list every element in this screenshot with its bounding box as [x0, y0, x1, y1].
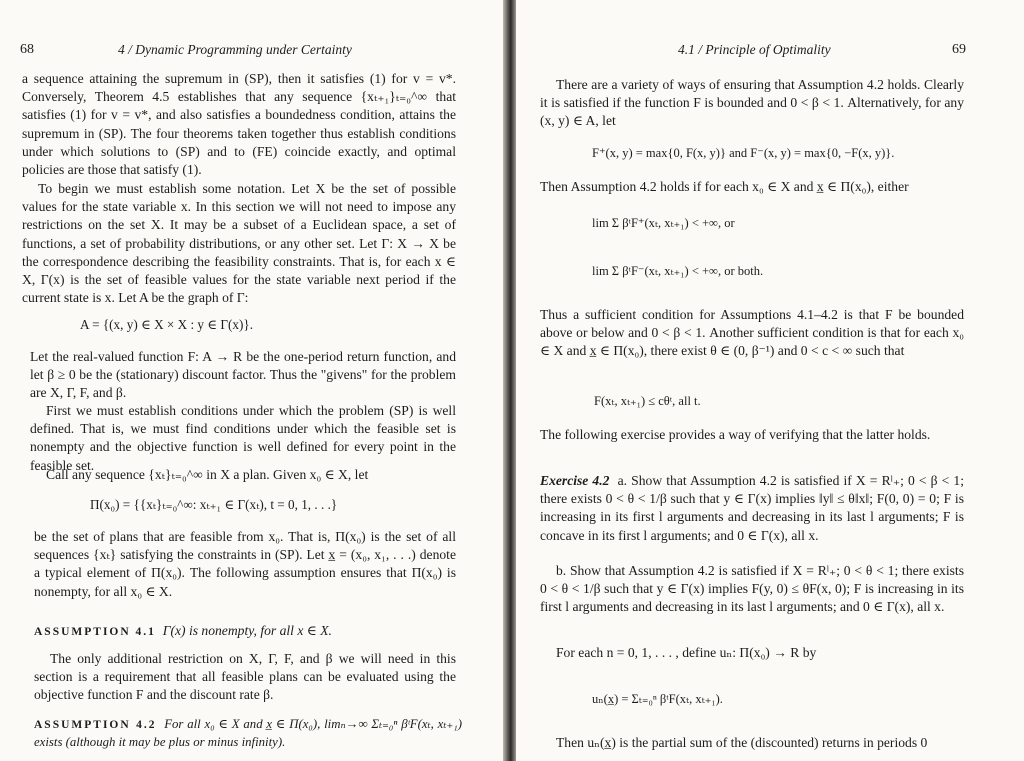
paragraph: The only additional restriction on X, Γ, F, and β we will need in this section is a requirement that all feasible plans can be evaluated using the objective function F and the discount rate β. — [34, 651, 456, 703]
assumption-4-1 — [34, 622, 456, 641]
paragraph: To begin we must establish some notation. Let X be the set of possible values for the state variable x. In this section we will not need to impose any restrictions on the set X. It may be a subset of a Euclidean space, a set of functions, a set of probability distributions, or any other set. Let Γ: X → X be the correspondence describing the feasibility constraints. That is, for each x ∈ X, Γ(x) is the set of feasible values for the state variable next period if the current state is x. Let A be the graph of Γ: — [22, 181, 456, 306]
equation-plans: Π(x₀) = {{xₜ}ₜ₌₀^∞: xₜ₊₁ ∈ Γ(xₜ), t = 0, 1, . . .} — [90, 497, 338, 512]
paragraph: Thus a sufficient condition for Assumptions 4.1–4.2 is that F be bounded above or below and 0 < β < 1. Another sufficient condition is that for each x₀ ∈ X and x̲ ∈ Π(x₀), there exist θ ∈ (0, β⁻¹) and 0 < c < ∞ such that — [540, 307, 964, 359]
assumption-label: ASSUMPTION 4.1 — [34, 626, 156, 638]
paragraph: Then uₙ(x̲) is the partial sum of the (discounted) returns in periods 0 — [556, 735, 928, 750]
equation-graph: A = {(x, y) ∈ X × X : y ∈ Γ(x)}. — [80, 317, 253, 332]
page-number: 69 — [952, 42, 966, 57]
exercise-4-2-part-a — [540, 472, 964, 545]
running-head: 4 / Dynamic Programming under Certainty — [118, 42, 352, 57]
equation-lim-plus: lim Σ βᵗF⁺(xₜ, xₜ₊₁) < +∞, or — [592, 216, 735, 230]
paragraph: The following exercise provides a way of verifying that the latter holds. — [540, 427, 931, 442]
equation-lim-minus: lim Σ βᵗF⁻(xₜ, xₜ₊₁) < +∞, or both. — [592, 264, 764, 278]
book-gutter — [503, 0, 516, 761]
paragraph: Let the real-valued function F: A → R be the one-period return function, and let β ≥ 0 be the (stationary) discount factor. Thus the "givens" for the problem are X, Γ, F, and β. — [30, 349, 456, 401]
exercise-4-2-part-b: b. Show that Assumption 4.2 is satisfied if X = Rˡ₊; 0 < θ < 1; there exists 0 < θ < 1/β such that y ∈ Γ(x) implies F(y, 0) ≤ θF(x, 0); F is increasing in its first l arguments and decreasing in its last l arguments; and 0 ∈ Γ(x), all x. — [540, 563, 964, 615]
right-page — [516, 0, 1024, 761]
assumption-text: For all x₀ ∈ X and x̲ ∈ Π(x₀), limₙ→∞ Σₜ₌₀ⁿ βᵗF(xₜ, xₜ₊₁) exists (although it may be plus or minus infinity). — [34, 717, 462, 749]
assumption-text: Γ(x) is nonempty, for all x ∈ X. — [162, 623, 332, 638]
running-head: 4.1 / Principle of Optimality — [678, 42, 831, 57]
paragraph: be the set of plans that are feasible from x₀. That is, Π(x₀) is the set of all sequences {xₜ} satisfying the constraints in (SP). Let x̲ = (x₀, x₁, . . .) denote a typical element of Π(x₀). The following assumption ensures that Π(x₀) is nonempty, for all x₀ ∈ X. — [34, 529, 456, 599]
paragraph: For each n = 0, 1, . . . , define uₙ: Π(x₀) → R by — [556, 645, 817, 660]
equation-bound: F(xₜ, xₜ₊₁) ≤ cθᵗ, all t. — [594, 394, 701, 408]
equation-f-plus-minus: F⁺(x, y) = max{0, F(x, y)} and F⁻(x, y) = max{0, −F(x, y)}. — [592, 146, 895, 160]
page-number: 68 — [20, 42, 34, 57]
assumption-label: ASSUMPTION 4.2 — [34, 719, 157, 731]
left-page — [0, 0, 503, 761]
paragraph: There are a variety of ways of ensuring that Assumption 4.2 holds. Clearly it is satisfied if the function F is bounded and 0 < β < 1. Alternatively, for any (x, y) ∈ A, let — [540, 77, 964, 129]
exercise-label: Exercise 4.2 — [540, 473, 610, 488]
paragraph: a sequence attaining the supremum in (SP), then it satisfies (1) for v = v*. Conversely, Theorem 4.5 establishes that any sequence {xₜ₊₁}ₜ₌₀^∞ that satisfies (1) for v = v*, and also satisfies a boundedness condition, attains the supremum in (SP). The four theorems taken together thus establish conditions under which solutions to (SP) and to (FE) coincide exactly, and optimal policies are those that satisfy (1). — [22, 71, 456, 178]
paragraph: Then Assumption 4.2 holds if for each x₀ ∈ X and x̲ ∈ Π(x₀), either — [540, 179, 909, 194]
assumption-4-2 — [34, 716, 462, 751]
equation-un: uₙ(x̲) = Σₜ₌₀ⁿ βᵗF(xₜ, xₜ₊₁). — [592, 692, 723, 706]
exercise-part-a-text: a. Show that Assumption 4.2 is satisfied if X = Rˡ₊; 0 < β < 1; there exists 0 < θ < 1/β such that y ∈ Γ(x) implies ‖y‖ ≤ θ‖x‖; F(0, 0) = 0; F is increasing in its first l arguments and decreasing in its last l arguments; F is concave in its first l arguments; and 0 ∈ Γ(x), all x. — [540, 473, 964, 543]
paragraph: Call any sequence {xₜ}ₜ₌₀^∞ in X a plan. Given x₀ ∈ X, let — [46, 467, 369, 482]
paragraph: First we must establish conditions under which the problem (SP) is well defined. That is, we must find conditions under which the feasible set is nonempty and the objective function is well defined for every point in the feasible set. — [30, 403, 456, 473]
